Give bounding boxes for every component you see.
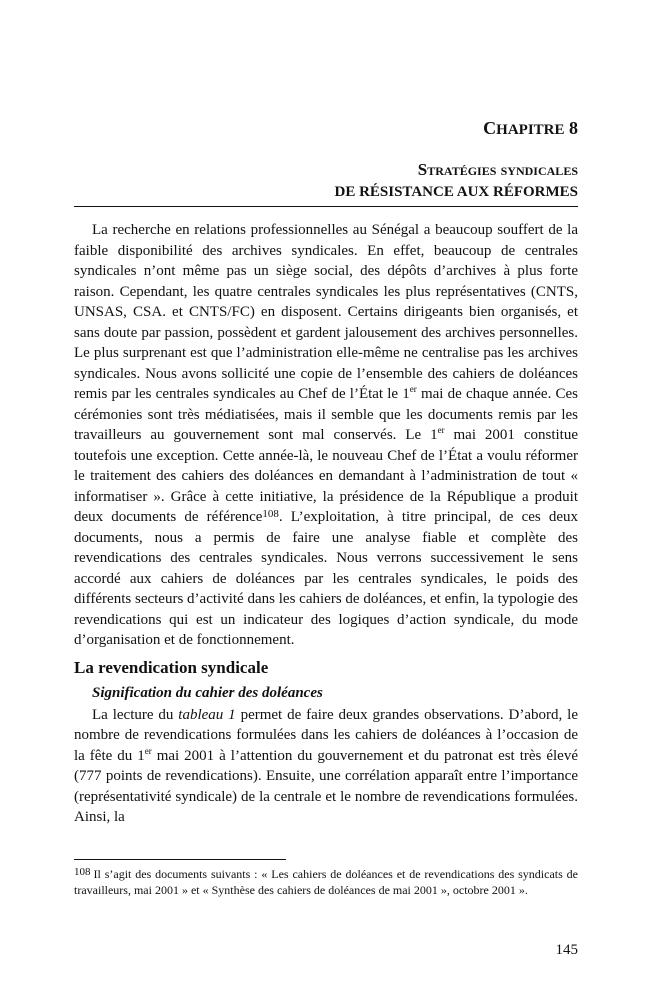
footnote [74, 866, 578, 898]
body-text [74, 220, 578, 828]
subsection-heading: Signification du cahier des doléances [92, 684, 323, 701]
page-number: 145 [555, 942, 578, 958]
paragraph-2: La lecture du tableau 1 permet de faire deux grandes observations. D’abord, le nombre de revendications formulées dans les cahiers de doléances à l’occasion de la fête du 1er mai 2001 à l’attention du gouvernement et du patronat est très élevé (777 points de revendications). Ensuite, une corrélation apparaît entre l’importance (représentativité syndicale) de la centrale et le nombre de revendications formulées. Ainsi, la [74, 706, 578, 825]
footnote-reference[interactable]: 108 [262, 508, 279, 520]
footnote-number: 108 [74, 866, 91, 878]
footnote-divider [74, 859, 286, 860]
title-divider [74, 206, 578, 207]
chapter-heading: CHAPITRE 8 [483, 118, 578, 138]
section-heading: La revendication syndicale [74, 657, 269, 677]
footnote-text: Il s’agit des documents suivants : « Les cahiers de doléances et de revendications des syndicats de travailleurs, mai 2001 » et « Synthèse des cahiers de doléances de mai 2001 », octobre 2001 ». [74, 867, 578, 897]
chapter-title-line-2: DE RÉSISTANCE AUX RÉFORMES [334, 184, 578, 200]
paragraph-1: La recherche en relations professionnelles au Sénégal a beaucoup souffert de la faible disponibilité des archives syndicales. En effet, beaucoup de centrales syndicales n’ont même pas un siège social, des dépôts d’archives à plus forte raison. Cependant, les quatre centrales syndicales les plus représentatives (CNTS, UNSAS, CSA. et CNTS/FC) en disposent. Certains dirigeants bien organisés, et sans doute par passion, possèdent et gardent jalousement des archives personnelles. Le plus surprenant est que l’administration elle-même ne centralise pas les archives syndicales. Nous avons sollicité une copie de l’ensemble des cahiers de doléances remis par les centrales syndicales au Chef de l’État le 1er mai de chaque année. Ces cérémonies sont très médiatisées, mais il semble que les documents remis par les travailleurs au gouvernement sont mal conservés. Le 1er mai 2001 constitue toutefois une exception. Cette année-là, le nouveau Chef de l’État a voulu réformer le traitement des cahiers des doléances en demandant à l’administration de tout « informatiser ». Grâce à cette initiative, la présidence de la République a produit deux documents de référence$^{108}$. L’exploitation, à titre principal, de ces deux documents, nous a permis de faire une analyse fiable et complète des revendications des centrales syndicales. Nous verrons successivement le sens accordé aux cahiers de doléances par les centrales syndicales, le poids des différents secteurs d’activité dans les cahiers de doléances, et enfin, la typologie des revendications qui est un indicateur des logiques d’action syndicale, du mode d’organisation et de fonctionnement. [74, 222, 578, 648]
chapter-title-line-1: Stratégies syndicales [417, 160, 578, 179]
